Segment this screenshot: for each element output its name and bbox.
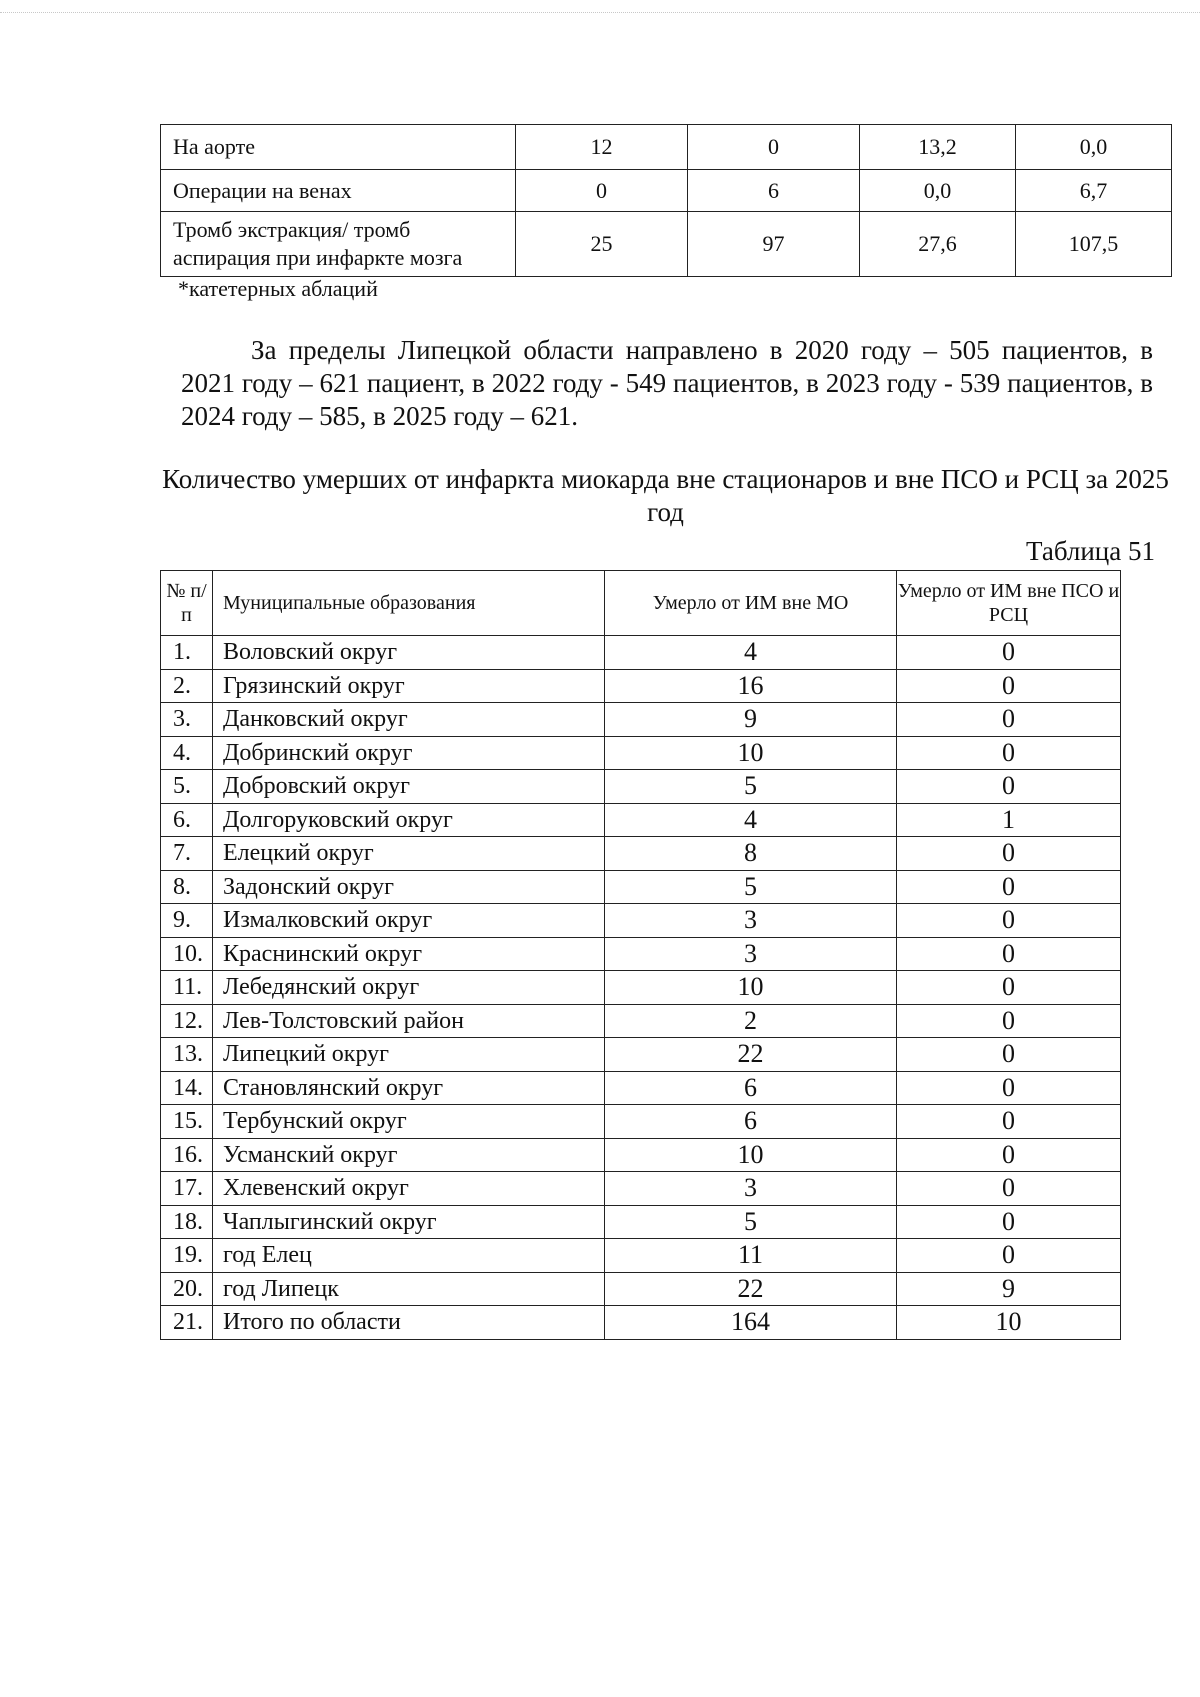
- died-outside-mo-value: 5: [605, 770, 897, 804]
- table-cell: 0: [688, 125, 860, 170]
- table-row: [161, 1272, 1121, 1306]
- row-number: 7.: [161, 837, 213, 871]
- table-cell: 6,7: [1016, 170, 1172, 212]
- row-number: 4.: [161, 736, 213, 770]
- died-outside-pso-rsc-value: 0: [897, 870, 1121, 904]
- table-cell: 6: [688, 170, 860, 212]
- died-outside-mo-value: 22: [605, 1038, 897, 1072]
- died-outside-pso-rsc-value: 1: [897, 803, 1121, 837]
- municipality-name: Тербунский округ: [213, 1105, 605, 1139]
- table-row: [161, 212, 1172, 277]
- died-outside-pso-rsc-value: 0: [897, 971, 1121, 1005]
- table-row: [161, 937, 1121, 971]
- row-number: 12.: [161, 1004, 213, 1038]
- died-outside-pso-rsc-value: 9: [897, 1272, 1121, 1306]
- row-number: 20.: [161, 1272, 213, 1306]
- table-row: [161, 803, 1121, 837]
- died-outside-pso-rsc-value: 0: [897, 1205, 1121, 1239]
- died-outside-pso-rsc-value: 0: [897, 1105, 1121, 1139]
- table-header-row: [161, 571, 1121, 636]
- row-number: 16.: [161, 1138, 213, 1172]
- table-cell: 0,0: [860, 170, 1016, 212]
- row-label: На аорте: [161, 125, 516, 170]
- died-outside-pso-rsc-value: 0: [897, 1239, 1121, 1273]
- died-outside-pso-rsc-value: 0: [897, 1071, 1121, 1105]
- column-header-number: № п/п: [161, 571, 213, 636]
- died-outside-pso-rsc-value: 10: [897, 1306, 1121, 1340]
- died-outside-pso-rsc-value: 0: [897, 703, 1121, 737]
- table-row: [161, 1239, 1121, 1273]
- died-outside-mo-value: 164: [605, 1306, 897, 1340]
- died-outside-mo-value: 4: [605, 803, 897, 837]
- table-row: [161, 837, 1121, 871]
- municipality-name: Лев-Толстовский район: [213, 1004, 605, 1038]
- municipality-name: Становлянский округ: [213, 1071, 605, 1105]
- municipality-name: Усманский округ: [213, 1138, 605, 1172]
- table-row: [161, 703, 1121, 737]
- died-outside-pso-rsc-value: 0: [897, 1004, 1121, 1038]
- table-cell: 97: [688, 212, 860, 277]
- column-header-died-outside-mo: Умерло от ИМ вне МО: [605, 571, 897, 636]
- row-number: 13.: [161, 1038, 213, 1072]
- row-label: Операции на венах: [161, 170, 516, 212]
- row-number: 21.: [161, 1306, 213, 1340]
- table-row: [161, 1105, 1121, 1139]
- row-number: 11.: [161, 971, 213, 1005]
- died-outside-mo-value: 3: [605, 904, 897, 938]
- municipality-name: Грязинский округ: [213, 669, 605, 703]
- died-outside-pso-rsc-value: 0: [897, 904, 1121, 938]
- table-row: [161, 125, 1172, 170]
- municipality-name: Долгоруковский округ: [213, 803, 605, 837]
- died-outside-mo-value: 4: [605, 636, 897, 670]
- died-outside-pso-rsc-value: 0: [897, 770, 1121, 804]
- table-row: [161, 669, 1121, 703]
- died-outside-mo-value: 3: [605, 937, 897, 971]
- municipality-name: Добровский округ: [213, 770, 605, 804]
- row-number: 2.: [161, 669, 213, 703]
- died-outside-mo-value: 6: [605, 1105, 897, 1139]
- row-number: 1.: [161, 636, 213, 670]
- municipality-name: год Елец: [213, 1239, 605, 1273]
- municipality-name: Елецкий округ: [213, 837, 605, 871]
- table-title: Количество умерших от инфаркта миокарда вне стационаров и вне ПСО и РСЦ за 2025 год: [162, 464, 1169, 527]
- table-row: [161, 1038, 1121, 1072]
- municipality-name: Чаплыгинский округ: [213, 1205, 605, 1239]
- died-outside-mo-value: 9: [605, 703, 897, 737]
- died-outside-pso-rsc-value: 0: [897, 736, 1121, 770]
- municipality-name: год Липецк: [213, 1272, 605, 1306]
- died-outside-pso-rsc-value: 0: [897, 669, 1121, 703]
- row-number: 9.: [161, 904, 213, 938]
- row-number: 18.: [161, 1205, 213, 1239]
- page-top-edge: [0, 0, 1200, 13]
- municipality-name: Данковский округ: [213, 703, 605, 737]
- row-number: 6.: [161, 803, 213, 837]
- died-outside-pso-rsc-value: 0: [897, 837, 1121, 871]
- municipality-name: Итого по области: [213, 1306, 605, 1340]
- died-outside-mo-value: 8: [605, 837, 897, 871]
- municipality-name: Воловский округ: [213, 636, 605, 670]
- table-row: [161, 870, 1121, 904]
- table-cell: 27,6: [860, 212, 1016, 277]
- table-row: [161, 1306, 1121, 1340]
- table-cell: 13,2: [860, 125, 1016, 170]
- row-number: 3.: [161, 703, 213, 737]
- mi-deaths-table: [160, 570, 1121, 1340]
- table-row: [161, 736, 1121, 770]
- municipality-name: Липецкий округ: [213, 1038, 605, 1072]
- footnote: *катетерных аблаций: [178, 276, 378, 301]
- table-row: [161, 1172, 1121, 1206]
- surgery-stats-table-continuation: [160, 124, 1172, 277]
- died-outside-pso-rsc-value: 0: [897, 937, 1121, 971]
- died-outside-mo-value: 11: [605, 1239, 897, 1273]
- row-number: 19.: [161, 1239, 213, 1273]
- died-outside-mo-value: 2: [605, 1004, 897, 1038]
- row-number: 15.: [161, 1105, 213, 1139]
- table-cell: 0: [516, 170, 688, 212]
- municipality-name: Краснинский округ: [213, 937, 605, 971]
- municipality-name: Лебедянский округ: [213, 971, 605, 1005]
- died-outside-mo-value: 10: [605, 736, 897, 770]
- row-number: 10.: [161, 937, 213, 971]
- table-cell: 12: [516, 125, 688, 170]
- table-row: [161, 170, 1172, 212]
- row-label: Тромб экстракция/ тромб аспирация при инфаркте мозга: [161, 212, 516, 277]
- table-row: [161, 904, 1121, 938]
- row-number: 8.: [161, 870, 213, 904]
- column-header-died-outside-pso-rsc: Умерло от ИМ вне ПСО и РСЦ: [897, 571, 1121, 636]
- table-row: [161, 971, 1121, 1005]
- table-row: [161, 1004, 1121, 1038]
- municipality-name: Добринский округ: [213, 736, 605, 770]
- died-outside-pso-rsc-value: 0: [897, 1172, 1121, 1206]
- died-outside-mo-value: 10: [605, 1138, 897, 1172]
- table-cell: 107,5: [1016, 212, 1172, 277]
- died-outside-mo-value: 5: [605, 1205, 897, 1239]
- body-paragraph: За пределы Липецкой области направлено в 2020 году – 505 пациентов, в 2021 году – 621 пациент, в 2022 году - 549 пациентов, в 2023 году - 539 пациентов, в 2024 году – 585, в 2025 году – 621.: [181, 335, 1153, 431]
- municipality-name: Задонский округ: [213, 870, 605, 904]
- municipality-name: Хлевенский округ: [213, 1172, 605, 1206]
- table-row: [161, 770, 1121, 804]
- table-cell: 0,0: [1016, 125, 1172, 170]
- died-outside-mo-value: 16: [605, 669, 897, 703]
- municipality-name: Измалковский округ: [213, 904, 605, 938]
- died-outside-pso-rsc-value: 0: [897, 1038, 1121, 1072]
- table-number-label: Таблица 51: [1026, 536, 1155, 566]
- row-number: 14.: [161, 1071, 213, 1105]
- died-outside-mo-value: 5: [605, 870, 897, 904]
- died-outside-pso-rsc-value: 0: [897, 1138, 1121, 1172]
- died-outside-mo-value: 10: [605, 971, 897, 1005]
- died-outside-mo-value: 3: [605, 1172, 897, 1206]
- row-number: 17.: [161, 1172, 213, 1206]
- died-outside-mo-value: 22: [605, 1272, 897, 1306]
- table-row: [161, 1205, 1121, 1239]
- table-row: [161, 1138, 1121, 1172]
- column-header-municipality: Муниципальные образования: [213, 571, 605, 636]
- table-cell: 25: [516, 212, 688, 277]
- row-number: 5.: [161, 770, 213, 804]
- table-row: [161, 1071, 1121, 1105]
- died-outside-mo-value: 6: [605, 1071, 897, 1105]
- table-row: [161, 636, 1121, 670]
- died-outside-pso-rsc-value: 0: [897, 636, 1121, 670]
